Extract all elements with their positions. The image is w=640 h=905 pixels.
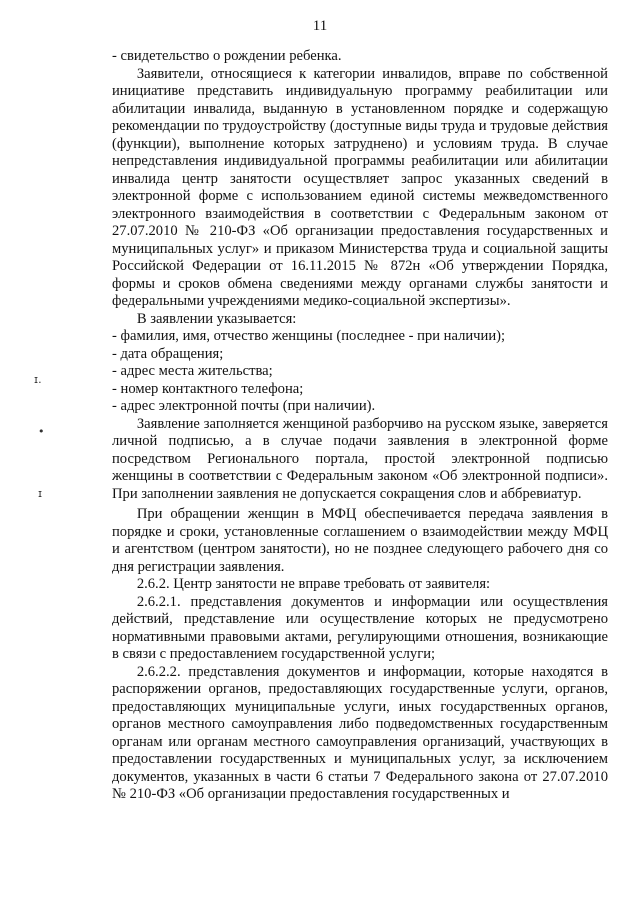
list-item: - фамилия, имя, отчество женщины (последнее - при наличии); (112, 328, 506, 344)
paragraph-application-contents: В заявлении указывается: (136, 310, 297, 327)
document-body (112, 48, 608, 804)
paragraph-section-2-6-2: 2.6.2. Центр занятости не вправе требовать от заявителя: (136, 576, 491, 592)
paragraph-filling-rules: Заявление заполняется женщиной разборчиво на русском языке, заверяется личной подписью, а в случае подачи заявления в электронной форме посредством Регионального портала, простой электронной подписью женщины в соответствии с Федеральным законом «Об электронной подписи». При заполнении заявления не допускается сокращения слов и аббревиатур. (112, 415, 608, 502)
page-number: 11 (312, 18, 328, 34)
paragraph-mfc-transfer: При обращении женщин в МФЦ обеспечивается передача заявления в порядке и сроки, установленные соглашением о взаимодействии между МФЦ и агентством (центром занятости), но не позднее следующего рабочего дня со дня регистрации заявления. (112, 506, 608, 575)
paragraph-section-2-6-2-2: 2.6.2.2. представления документов и информации, которые находятся в распоряжении органов, предоставляющих государственные услуги, органов, предоставляющих муниципальные услуги, иных государственных органов, органов местного самоуправления либо подведомственных государственным органам или органам местного самоуправления организаций, участвующих в предоставлении государственных и муниципальных услуг, за исключением документов, указанных в части 6 статьи 7 Федерального закона от 27.07.2010 № 210-ФЗ «Об организации предоставления государственных и (112, 663, 608, 802)
margin-mark: • (38, 425, 45, 438)
list-item: - номер контактного телефона; (112, 380, 304, 397)
margin-mark: ɪ (38, 487, 43, 500)
list-item: - свидетельство о рождении ребенка. (112, 48, 342, 64)
list-item: - адрес места жительства; (112, 363, 273, 379)
list-item: - адрес электронной почты (при наличии). (112, 398, 376, 414)
paragraph-disabled-applicants: Заявители, относящиеся к категории инвалидов, вправе по собственной инициативе представить индивидуальную программу реабилитации или абилитации инвалида, выданную в установленном порядке и содержащую рекомендации по трудоустройству (доступные виды труда и трудовые действия (функции), выполнение которых затруднено) и условиям труда. В случае непредставления индивидуальной программы реабилитации или абилитации инвалида центр занятости осуществляет запрос указанных сведений в электронной форме с использованием единой системы межведомственного электронного взаимодействия в соответствии с Федеральным законом от 27.07.2010 № 210-ФЗ «Об организации предоставления государственных и муниципальных услуг» и приказом Министерства труда и социальной защиты Российской Федерации от 16.11.2015 № 872н «Об утверждении Порядка, формы и сроков обмена сведениями между органами службы занятости и федеральными учреждениями медико-социальной экспертизы». (112, 65, 608, 309)
paragraph-section-2-6-2-1: 2.6.2.1. представления документов и информации или осуществления действий, представление или осуществление которых не предусмотрено нормативными правовыми актами, регулирующими отношения, возникающие в связи с предоставлением государственной услуги; (112, 593, 608, 662)
margin-mark: ɪ. (34, 373, 42, 386)
list-item: - дата обращения; (112, 345, 224, 362)
